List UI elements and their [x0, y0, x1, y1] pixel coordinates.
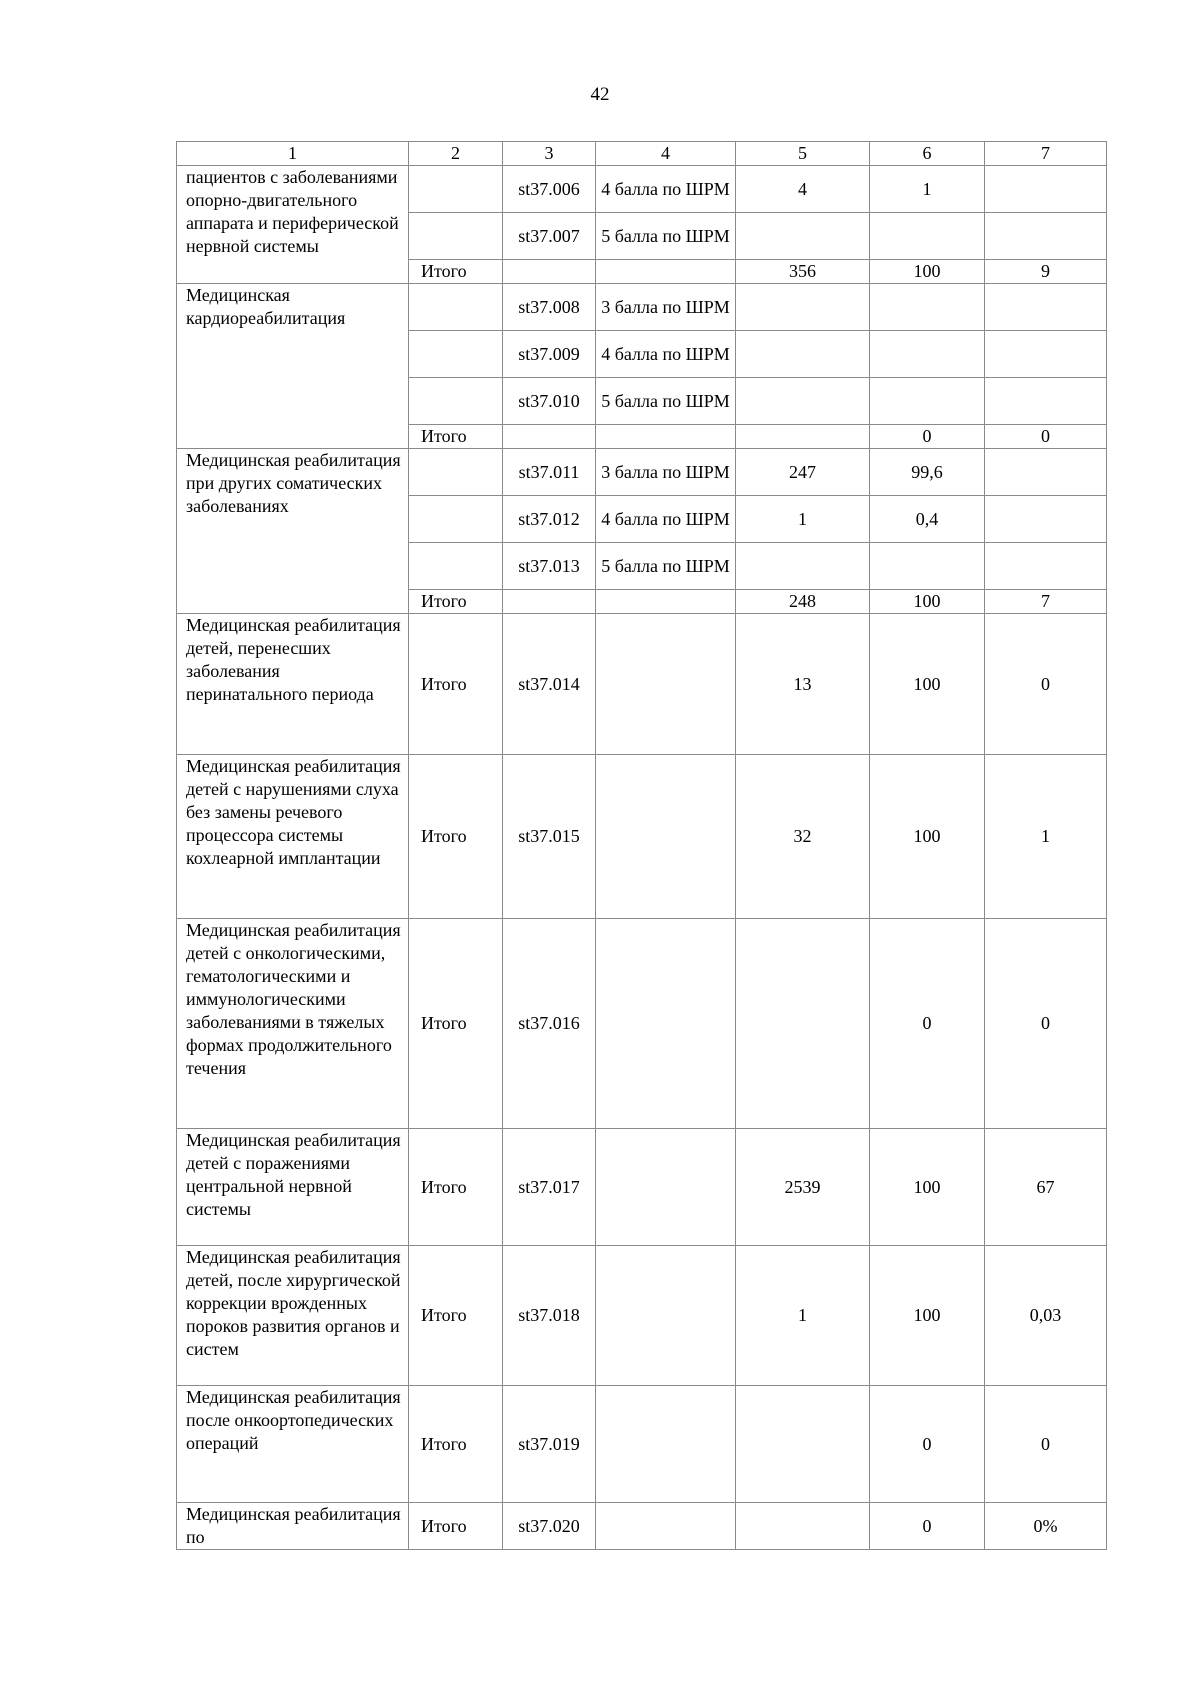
value-cell	[985, 331, 1107, 378]
value-cell: 1	[736, 1246, 870, 1386]
row-name-cell: Медицинская реабилитация детей, перенесших заболевания перинатального периода	[177, 614, 409, 755]
code-cell: st37.020	[503, 1503, 596, 1550]
table-row	[177, 284, 1107, 331]
value-cell	[870, 331, 985, 378]
value-cell: 9	[985, 260, 1107, 284]
value-cell: 0	[985, 425, 1107, 449]
value-cell: 7	[985, 590, 1107, 614]
grade-cell	[596, 260, 736, 284]
total-label-cell: Итого	[409, 1129, 503, 1246]
code-cell: st37.016	[503, 919, 596, 1129]
code-cell: st37.019	[503, 1386, 596, 1503]
header-cell: 6	[870, 142, 985, 166]
col2-cell	[409, 284, 503, 331]
value-cell: 0	[985, 614, 1107, 755]
grade-cell: 3 балла по ШРМ	[596, 284, 736, 331]
header-row	[177, 142, 1107, 166]
total-label-cell: Итого	[409, 1503, 503, 1550]
header-cell: 4	[596, 142, 736, 166]
value-cell: 32	[736, 755, 870, 919]
code-cell: st37.008	[503, 284, 596, 331]
grade-cell: 5 балла по ШРМ	[596, 378, 736, 425]
value-cell	[985, 284, 1107, 331]
code-cell: st37.010	[503, 378, 596, 425]
grade-cell: 5 балла по ШРМ	[596, 213, 736, 260]
total-label-cell: Итого	[409, 919, 503, 1129]
value-cell: 67	[985, 1129, 1107, 1246]
col2-cell	[409, 213, 503, 260]
table-row	[177, 1129, 1107, 1246]
value-cell	[985, 496, 1107, 543]
value-cell: 100	[870, 260, 985, 284]
value-cell: 2539	[736, 1129, 870, 1246]
value-cell: 4	[736, 166, 870, 213]
grade-cell	[596, 755, 736, 919]
grade-cell	[596, 1386, 736, 1503]
value-cell: 99,6	[870, 449, 985, 496]
value-cell	[985, 378, 1107, 425]
total-label-cell: Итого	[409, 425, 503, 449]
code-cell: st37.015	[503, 755, 596, 919]
row-name-cell: Медицинская реабилитация детей с онкологическими, гематологическими и иммунологическими заболеваниями в тяжелых формах продолжительного течения	[177, 919, 409, 1129]
total-label-cell: Итого	[409, 260, 503, 284]
grade-cell	[596, 1246, 736, 1386]
col2-cell	[409, 496, 503, 543]
value-cell: 0	[985, 1386, 1107, 1503]
page-number: 42	[590, 84, 610, 105]
grade-cell	[596, 919, 736, 1129]
value-cell: 248	[736, 590, 870, 614]
group-name-cell: пациентов с заболеваниями опорно-двигательного аппарата и периферической нервной системы	[177, 166, 409, 284]
table-row	[177, 1503, 1107, 1550]
grade-cell	[596, 1503, 736, 1550]
table-row	[177, 919, 1107, 1129]
value-cell: 247	[736, 449, 870, 496]
value-cell	[736, 213, 870, 260]
value-cell: 100	[870, 614, 985, 755]
code-cell	[503, 260, 596, 284]
value-cell	[985, 449, 1107, 496]
grade-cell	[596, 425, 736, 449]
value-cell	[736, 543, 870, 590]
code-cell: st37.014	[503, 614, 596, 755]
row-name-cell: Медицинская реабилитация детей, после хирургической коррекции врожденных пороков развития органов и систем	[177, 1246, 409, 1386]
row-name-cell: Медицинская реабилитация по	[177, 1503, 409, 1550]
total-label-cell: Итого	[409, 1246, 503, 1386]
grade-cell: 3 балла по ШРМ	[596, 449, 736, 496]
value-cell	[736, 378, 870, 425]
value-cell	[736, 1386, 870, 1503]
value-cell	[985, 166, 1107, 213]
col2-cell	[409, 166, 503, 213]
value-cell: 0,03	[985, 1246, 1107, 1386]
header-cell: 2	[409, 142, 503, 166]
header-cell: 7	[985, 142, 1107, 166]
table-row	[177, 166, 1107, 213]
table-row	[177, 449, 1107, 496]
grade-cell: 5 балла по ШРМ	[596, 543, 736, 590]
value-cell: 0	[985, 919, 1107, 1129]
total-label-cell: Итого	[409, 1386, 503, 1503]
value-cell: 356	[736, 260, 870, 284]
grade-cell: 4 балла по ШРМ	[596, 496, 736, 543]
code-cell: st37.018	[503, 1246, 596, 1386]
value-cell	[736, 425, 870, 449]
col2-cell	[409, 331, 503, 378]
grade-cell	[596, 590, 736, 614]
value-cell: 1	[736, 496, 870, 543]
total-label-cell: Итого	[409, 590, 503, 614]
value-cell	[870, 213, 985, 260]
value-cell	[985, 543, 1107, 590]
value-cell: 0	[870, 1386, 985, 1503]
table-row	[177, 614, 1107, 755]
col2-cell	[409, 378, 503, 425]
header-cell: 1	[177, 142, 409, 166]
code-cell: st37.017	[503, 1129, 596, 1246]
header-cell: 5	[736, 142, 870, 166]
row-name-cell: Медицинская реабилитация после онкоортопедических операций	[177, 1386, 409, 1503]
group-name-cell: Медицинская реабилитация при других соматических заболеваниях	[177, 449, 409, 614]
table-row	[177, 1386, 1107, 1503]
group-name-cell: Медицинская кардиореабилитация	[177, 284, 409, 449]
code-cell: st37.007	[503, 213, 596, 260]
grade-cell: 4 балла по ШРМ	[596, 331, 736, 378]
value-cell	[870, 543, 985, 590]
code-cell: st37.009	[503, 331, 596, 378]
row-name-cell: Медицинская реабилитация детей с нарушениями слуха без замены речевого процессора системы кохлеарной имплантации	[177, 755, 409, 919]
value-cell	[870, 378, 985, 425]
value-cell	[985, 213, 1107, 260]
value-cell: 100	[870, 755, 985, 919]
value-cell	[736, 284, 870, 331]
col2-cell	[409, 449, 503, 496]
value-cell: 1	[870, 166, 985, 213]
code-cell: st37.012	[503, 496, 596, 543]
value-cell: 0	[870, 425, 985, 449]
value-cell: 100	[870, 1129, 985, 1246]
grade-cell	[596, 614, 736, 755]
code-cell: st37.006	[503, 166, 596, 213]
value-cell	[736, 919, 870, 1129]
value-cell: 0,4	[870, 496, 985, 543]
grade-cell	[596, 1129, 736, 1246]
value-cell: 0%	[985, 1503, 1107, 1550]
code-cell	[503, 425, 596, 449]
total-label-cell: Итого	[409, 755, 503, 919]
value-cell: 13	[736, 614, 870, 755]
value-cell	[870, 284, 985, 331]
table-row	[177, 755, 1107, 919]
code-cell: st37.011	[503, 449, 596, 496]
value-cell: 0	[870, 1503, 985, 1550]
col2-cell	[409, 543, 503, 590]
value-cell: 1	[985, 755, 1107, 919]
header-cell: 3	[503, 142, 596, 166]
value-cell	[736, 331, 870, 378]
value-cell: 100	[870, 1246, 985, 1386]
value-cell	[736, 1503, 870, 1550]
row-name-cell: Медицинская реабилитация детей с поражениями центральной нервной системы	[177, 1129, 409, 1246]
value-cell: 100	[870, 590, 985, 614]
code-cell: st37.013	[503, 543, 596, 590]
grade-cell: 4 балла по ШРМ	[596, 166, 736, 213]
value-cell: 0	[870, 919, 985, 1129]
rehabilitation-table	[176, 141, 1107, 1550]
table-row	[177, 1246, 1107, 1386]
code-cell	[503, 590, 596, 614]
total-label-cell: Итого	[409, 614, 503, 755]
